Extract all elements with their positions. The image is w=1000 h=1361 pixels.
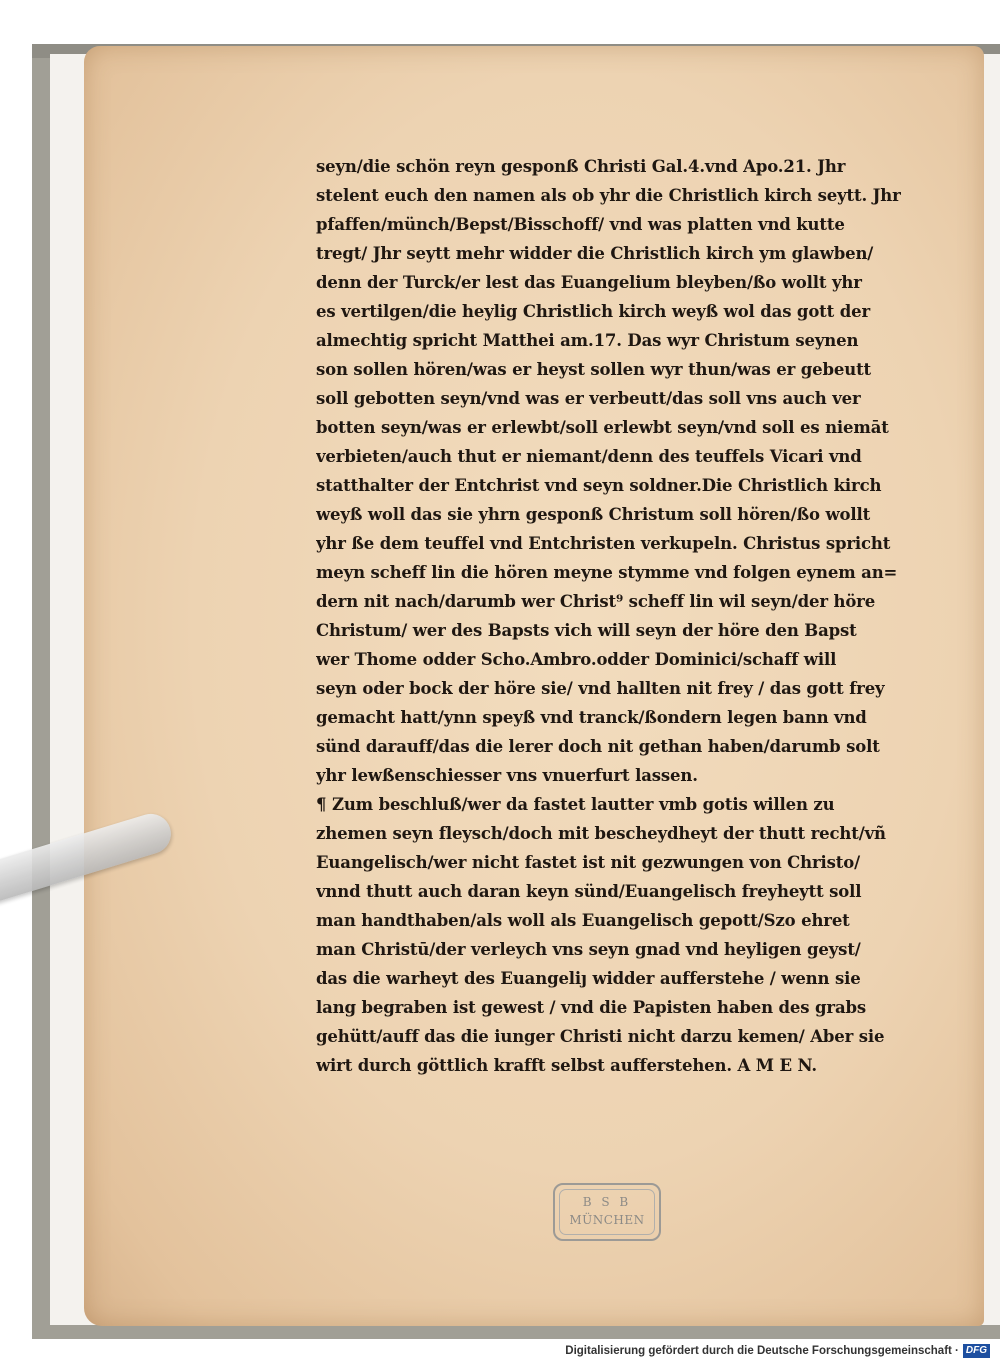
footer-credit: Digitalisierung gefördert durch die Deutsche Forschungsgemeinschaft ·	[565, 1344, 959, 1357]
page-text	[316, 152, 932, 1075]
library-stamp	[553, 1183, 661, 1241]
text-line: botten seyn/was er erlewbt/soll erlewbt seyn/vnd soll es niemāt	[316, 418, 889, 437]
text-line: yhr ße dem teuffel vnd Entchristen verkupeln. Christus spricht	[316, 534, 891, 553]
text-line: man Christū/der verleych vns seyn gnad vnd heyligen geyst/	[316, 940, 861, 959]
text-line: dern nit nach/darumb wer Christ⁹ scheff lin wil seyn/der höre	[316, 592, 876, 611]
text-line: lang begraben ist gewest / vnd die Papisten haben des grabs	[316, 998, 867, 1017]
text-line: weyß woll das sie yhrn gesponß Christum soll hören/ßo wollt	[316, 505, 871, 524]
stamp-text-city: MÜNCHEN	[569, 1213, 645, 1227]
text-line: pfaffen/münch/Bepst/Bisschoff/ vnd was platten vnd kutte	[316, 215, 845, 234]
stamp-text-bsb: B S B	[582, 1195, 632, 1209]
text-line: wirt durch göttlich krafft selbst aufferstehen. A M E N.	[316, 1056, 817, 1075]
text-line: ¶ Zum beschluß/wer da fastet lautter vmb gotis willen zu	[316, 795, 835, 814]
text-line: seyn/die schön reyn gesponß Christi Gal.4.vnd Apo.21. Jhr	[316, 157, 846, 176]
dfg-logo-icon: DFG	[963, 1344, 990, 1358]
text-line: soll gebotten seyn/vnd was er verbeutt/das soll vns auch ver	[316, 389, 861, 408]
text-line: denn der Turck/er lest das Euangelium bleyben/ßo wollt yhr	[316, 273, 862, 292]
text-line: stelent euch den namen als ob yhr die Christlich kirch seytt. Jhr	[316, 186, 901, 205]
text-line: wer Thome odder Scho.Ambro.odder Dominici/schaff will	[316, 650, 837, 669]
text-line: zhemen seyn fleysch/doch mit bescheydheyt der thutt recht/vñ	[316, 824, 886, 843]
text-line: man handthaben/als woll als Euangelisch gepott/Szo ehret	[316, 911, 850, 930]
text-line: es vertilgen/die heylig Christlich kirch weyß wol das gott der	[316, 302, 870, 321]
text-line: gehütt/auff das die iunger Christi nicht darzu kemen/ Aber sie	[316, 1027, 885, 1046]
text-line: verbieten/auch thut er niemant/denn des teuffels Vicari vnd	[316, 447, 862, 466]
text-line: Euangelisch/wer nicht fastet ist nit gezwungen von Christo/	[316, 853, 861, 872]
text-line: yhr lewßenschiesser vns vnuerfurt lassen.	[316, 766, 698, 785]
text-line: seyn oder bock der höre sie/ vnd hallten nit frey / das gott frey	[316, 679, 885, 698]
digitization-footer	[500, 1340, 990, 1361]
text-line: statthalter der Entchrist vnd seyn soldner.Die Christlich kirch	[316, 476, 882, 495]
text-line: sünd darauff/das die lerer doch nit gethan haben/darumb solt	[316, 737, 880, 756]
text-line: gemacht hatt/ynn speyß vnd tranck/ßondern legen bann vnd	[316, 708, 867, 727]
text-line: das die warheyt des Euangeliȷ widder aufferstehe / wenn sie	[316, 969, 861, 988]
text-line: son sollen hören/was er heyst sollen wyr thun/was er gebeutt	[316, 360, 872, 379]
text-line: meyn scheff lin die hören meyne stymme vnd folgen eynem an=	[316, 563, 898, 582]
text-line: vnnd thutt auch daran keyn sünd/Euangelisch freyheytt soll	[316, 882, 862, 901]
text-line: Christum/ wer des Bapsts vich will seyn der höre den Bapst	[316, 621, 857, 640]
text-line: almechtig spricht Matthei am.17. Das wyr Christum seynen	[316, 331, 859, 350]
text-line: tregt/ Jhr seytt mehr widder die Christlich kirch ym glawben/	[316, 244, 874, 263]
